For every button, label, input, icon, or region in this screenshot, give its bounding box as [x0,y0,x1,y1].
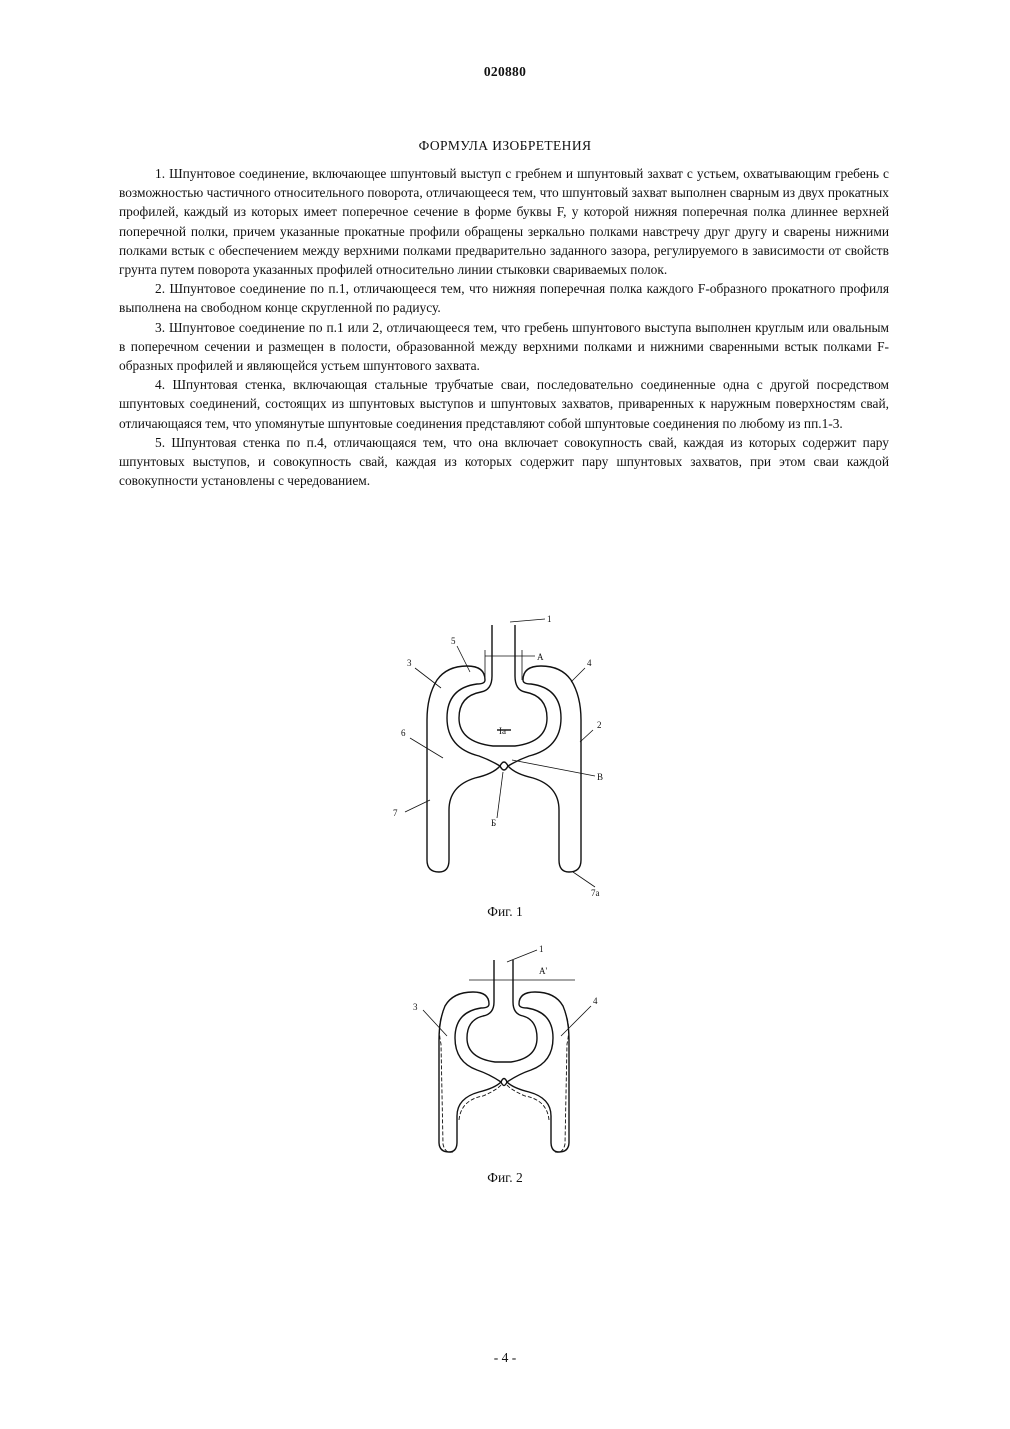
right-profile-outline [507,992,569,1152]
section-title: ФОРМУЛА ИЗОБРЕТЕНИЯ [418,138,592,153]
weld-joint [500,762,508,770]
left-profile-outline [427,666,500,872]
claims-list [119,164,889,490]
page-number: - 4 - [493,1350,517,1365]
label-ia: Ia [499,726,506,736]
right-profile-outline [508,666,581,872]
claim-3: 3. Шпунтовое соединение по п.1 или 2, отличающееся тем, что гребень шпунтового выступа выполнен круглым или овальным в поперечном сечении и размещен в полости, образованной между верхними полками и нижними сваренными встык полками F-образных профилей и являющейся устьем шпунтового захвата. [119,319,889,374]
patent-number: 020880 [483,64,527,79]
left-profile-outline [439,992,501,1152]
label-1: 1 [539,944,544,954]
label-b: B [597,772,604,782]
stem-outline [467,960,537,1062]
label-2: 2 [597,720,602,730]
label-5: 5 [451,636,456,646]
left-profile-rotated [439,1012,502,1152]
label-6: 6 [401,728,406,738]
figure-1-caption: Фиг. 1 [487,904,523,919]
claim-2: 2. Шпунтовое соединение по п.1, отличающееся тем, что нижняя поперечная полка каждого F-образного прокатного профиля выполнена на свободном конце скругленной по радиусу. [119,281,889,316]
label-7a: 7a [591,888,600,898]
label-3: 3 [413,1002,418,1012]
figure-1-drawing [385,610,625,900]
label-a: A [537,652,544,662]
figure-2-caption: Фиг. 2 [487,1170,523,1185]
label-3: 3 [407,658,412,668]
label-b-cyr: Б [491,818,497,828]
figure-2-drawing [385,940,625,1170]
claim-1: 1. Шпунтовое соединение, включающее шпунтовый выступ с гребнем и шпунтовый захват с устьем, охватывающим гребень с возможностью частичного относительного поворота, отличающееся тем, что шпунтовый захват выполнен сварным из двух прокатных профилей, каждый из которых имеет поперечное сечение в форме буквы F, у которой нижняя поперечная полка длиннее верхней поперечной полки, причем указанные прокатные профили обращены зеркально полками навстречу друг другу и сварены нижними полками встык с обеспечением между верхними полками предварительно заданного зазора, регулируемого в зависимости от свойств грунта путем поворота указанных профилей относительно линии стыковки свариваемых полок. [119,166,889,278]
label-a-prime: A' [539,966,548,976]
claim-5: 5. Шпунтовая стенка по п.4, отличающаяся тем, что она включает совокупность свай, каждая из которых содержит пару шпунтовых выступов, и совокупность свай, каждая из которых содержит пару шпунтовых захватов, при этом сваи каждой совокупности установлены с чередованием. [119,434,889,489]
label-4: 4 [593,996,598,1006]
figure-2 [0,940,1010,1190]
figure-1 [0,610,1010,930]
claim-4: 4. Шпунтовая стенка, включающая стальные трубчатые сваи, последовательно соединенные одна с другой посредством шпунтовых соединений, состоящих из шпунтовых выступов и шпунтовых захватов, приваренных к наружным поверхностям свай, отличающаяся тем, что упомянутые шпунтовые соединения представляют собой шпунтовые соединения по любому из пп.1-3. [119,377,889,431]
label-7: 7 [393,808,398,818]
label-1: 1 [547,614,552,624]
label-4: 4 [587,658,592,668]
